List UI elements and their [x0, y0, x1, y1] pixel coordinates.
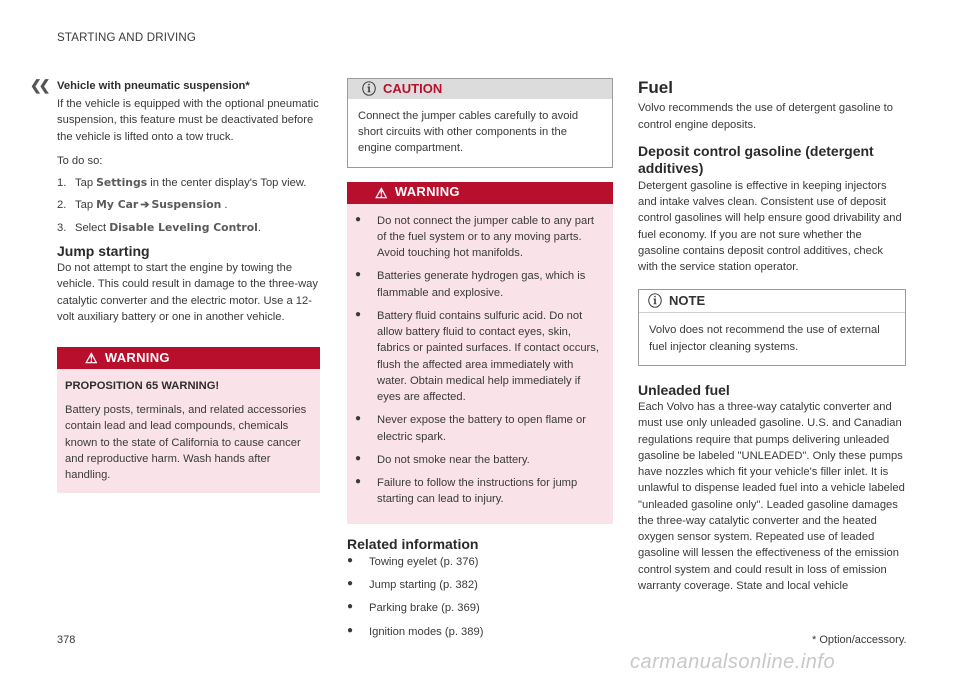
- warning-triangle-icon: ⚠: [375, 184, 388, 201]
- right-arrow-icon: ➔: [140, 199, 150, 212]
- related-link[interactable]: ● Parking brake (p. 369): [347, 601, 480, 615]
- list-item: ● Batteries generate hydrogen gas, which is flammable and explosive.: [355, 269, 586, 299]
- warning-bar: ⚠ WARNING: [57, 347, 320, 369]
- exclamation-circle-icon: ⓘ: [362, 80, 376, 97]
- step-item: 3. Select Disable Leveling Control.: [57, 221, 261, 235]
- page-header: STARTING AND DRIVING: [57, 32, 197, 44]
- prop65-text: Battery posts, terminals, and related accessories contain lead and lead compounds, chemicals known to the state of California to cause cancer and reproductive harm. Wash hands after handling.: [65, 404, 307, 482]
- list-item: ● Failure to follow the instructions for jump starting can lead to injury.: [355, 475, 578, 506]
- jump-text: Do not attempt to start the engine by towing the vehicle. This could result in damage to the three-way catalytic converter and the electric motor. Use a 12-volt auxiliary battery or one in another vehicle.: [57, 262, 318, 323]
- list-item: ● Do not smoke near the battery.: [355, 452, 530, 466]
- fuel-heading: Fuel: [638, 78, 673, 97]
- pneumatic-text: If the vehicle is equipped with the optional pneumatic suspension, this feature must be deactivated before the vehicle is lifted onto a tow truck.: [57, 98, 319, 143]
- related-heading: Related information: [347, 536, 479, 553]
- page-number: 378: [57, 634, 76, 646]
- deposit-text: Detergent gasoline is effective in keeping injectors and intake valves clean. Consistent use of deposit control gasolines will help ensure good drivability and fuel economy. If you are not sure whether the gasoline contains deposit control additives, check with the service station operator.: [638, 179, 902, 274]
- info-circle-icon: ⓘ: [648, 293, 662, 310]
- footnote: * Option/accessory.: [812, 634, 907, 646]
- list-item: ● Battery fluid contains sulfuric acid. Do not allow battery fluid to contact eyes, skin, fabrics or painted surfaces. If contact occurs, flush the affected area immediately with water. Obtain medical help immediately if eyes are affected.: [355, 308, 599, 404]
- note-bar: ⓘ NOTE: [639, 290, 905, 313]
- step-item: 1. Tap Settings in the center display's Top view.: [57, 176, 307, 190]
- column-3: [638, 78, 906, 594]
- prop65-title: PROPOSITION 65 WARNING!: [65, 380, 220, 393]
- pneumatic-heading: Vehicle with pneumatic suspension*: [57, 80, 250, 92]
- ui-suspension: Suspension: [151, 198, 222, 212]
- warning-list: [355, 213, 603, 508]
- steps-list: [57, 175, 320, 236]
- related-list: [347, 554, 613, 640]
- note-text: Volvo does not recommend the use of external fuel injector cleaning systems.: [649, 324, 880, 353]
- warning-box: [347, 182, 613, 525]
- ui-settings: Settings: [96, 176, 148, 190]
- related-link[interactable]: ● Towing eyelet (p. 376): [347, 554, 479, 568]
- caution-text: Connect the jumper cables carefully to avoid short circuits with other components in the engine compartment.: [358, 110, 579, 155]
- deposit-heading: Deposit control gasoline (detergent additives): [638, 142, 874, 177]
- caution-box: [347, 78, 613, 168]
- column-2: [347, 78, 613, 647]
- warning-triangle-icon: ⚠: [85, 349, 98, 366]
- fuel-text: Volvo recommends the use of detergent gasoline to control engine deposits.: [638, 102, 893, 131]
- column-1: [57, 78, 320, 493]
- double-chevron-left-icon[interactable]: ❮❮: [30, 77, 48, 93]
- note-box: [638, 289, 906, 365]
- jump-heading: Jump starting: [57, 242, 150, 259]
- ui-my-car: My Car: [96, 198, 139, 212]
- warning-bar: ⚠ WARNING: [347, 182, 613, 204]
- list-item: ● Never expose the battery to open flame or electric spark.: [355, 413, 586, 443]
- todo-text: To do so:: [57, 154, 103, 167]
- related-link[interactable]: ● Ignition modes (p. 389): [347, 624, 484, 638]
- warning-box: [57, 347, 320, 493]
- ui-disable-leveling: Disable Leveling Control: [109, 221, 258, 235]
- list-item: ● Do not connect the jumper cable to any part of the fuel system or to any moving parts. Avoid touching hot manifolds.: [355, 213, 595, 260]
- caution-bar: ⓘ CAUTION: [348, 79, 612, 99]
- watermark: carmanualsonline.info: [630, 651, 836, 673]
- related-link[interactable]: ● Jump starting (p. 382): [347, 578, 478, 592]
- unleaded-heading: Unleaded fuel: [638, 381, 730, 398]
- unleaded-text: Each Volvo has a three-way catalytic converter and must use only unleaded gasoline. U.S. and Canadian regulations require that pumps delivering unleaded gasoline be labeled "UNLEADED". Only these pumps have nozzles which fit your vehicle's filler inlet. It is unlawful to dispense leaded fuel into a vehicle labeled "unleaded gasoline only". Leaded gasoline damages the three-way catalytic converter and the heated oxygen sensor system. Repeated use of leaded gasoline will lessen the effectiveness of the emission control system and could result in loss of emission warranty coverage. State and local vehicle: [638, 401, 905, 592]
- step-item: 2. Tap My Car ➔ Suspension .: [57, 198, 228, 212]
